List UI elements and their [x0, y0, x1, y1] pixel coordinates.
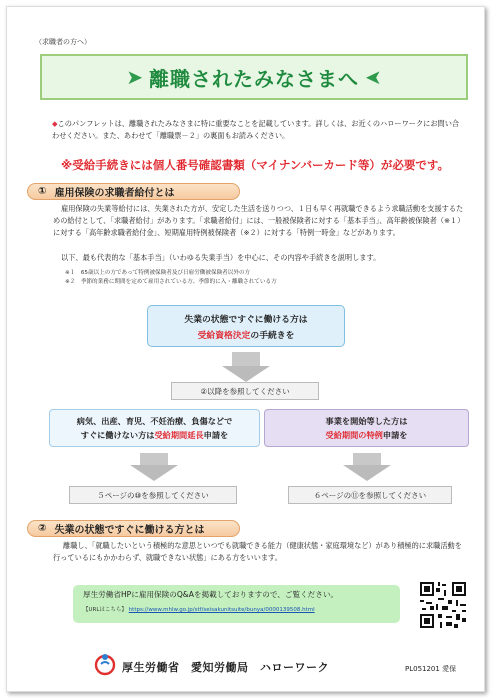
intro-text: このパンフレットは、離職されたみなさまに特に重要なことを記載しています。詳しくは、お近くのハローワークにお問い合わせください。また、あわせて「離職票－２」の裏面もお読みください。 — [52, 119, 460, 140]
flow-arrow-stem-2 — [140, 453, 168, 465]
audience-label: （求職者の方へ） — [35, 38, 91, 46]
flow-arrow-down-1 — [222, 366, 270, 382]
section2-paragraph: 離職し、「就職したいという積極的な意思といつでも就職できる能力（健康状態・家庭環境など）があり積極的に求職活動を行っているにもかかわらず、就職できない状態」にある方をいいます。 — [53, 541, 462, 562]
section2-header — [27, 520, 240, 537]
qa-url-link[interactable]: https://www.mhlw.go.jp/stf/seisakunitsuite/bunya/0000139508.html — [128, 607, 315, 613]
section2-number: ② — [38, 523, 47, 534]
flow-arrow-down-3 — [343, 465, 391, 481]
flow-arrow-stem-3 — [353, 453, 381, 465]
flow-box-started-business-line1: 事業を開始等した方は — [325, 415, 408, 426]
qa-url-label: 【URLはこちら】 — [83, 607, 127, 613]
ref-section2: ②以降を参照してください — [171, 382, 319, 400]
flow-box-can-work-line2: 受給資格決定の手続きを — [197, 330, 295, 341]
footnote-2: ※２ 季節的業務に期間を定めて雇用されている方、季節的に入・離職されている方 — [65, 279, 277, 285]
flow-box-can-work-line1: 失業の状態ですぐに働ける方は — [184, 314, 308, 325]
footnote-1: ※１ 65歳以上の方であって特例被保険者及び日雇労働被保険者以外の方 — [65, 270, 251, 276]
footer-organizations — [122, 659, 329, 675]
page-title: 離職されたみなさまへ — [149, 66, 359, 91]
mhlw-logo — [93, 652, 117, 676]
section1-header — [27, 183, 240, 200]
qr-code-graphic — [418, 580, 468, 630]
qr-code[interactable] — [418, 580, 468, 630]
flow-arrow-stem-1 — [232, 352, 260, 366]
flow-box-can-work — [147, 305, 345, 347]
right-triangle-icon: ➤ — [126, 65, 143, 89]
left-triangle-icon: ➤ — [365, 65, 382, 89]
section1-paragraph1: 雇用保険の失業等給付には、失業された方が、安定した生活を送りつつ、１日も早く再就職できるよう求職活動を支援するための給付として、「求職者給付」があります。「求職者給付」には、一般被保険者に対する「基本手当」、高年齢被保険者（※１）に対する「高年齢求職者給付金」、短期雇用特例被保険者（※２）に対する「特例一時金」などがあります。 — [53, 204, 465, 237]
flow-arrow-down-2 — [130, 465, 178, 481]
qa-url-line — [83, 605, 390, 613]
intro-paragraph — [52, 118, 462, 142]
section1-title: 雇用保険の求職者給付とは — [54, 188, 175, 199]
title-banner — [40, 54, 468, 100]
document-code: PL051201 愛保 — [405, 665, 457, 673]
flow-box-started-business — [264, 409, 469, 447]
ref-page6: ６ページの⑪を参照してください — [288, 486, 452, 504]
footer-org-mhlw: 厚生労働省 — [122, 661, 180, 674]
ref-page5: ５ページの⑩を参照してください — [69, 486, 237, 504]
diamond-bullet-icon: ◆ — [52, 119, 58, 128]
pamphlet-page — [6, 6, 485, 692]
section2-title: 失業の状態ですぐに働ける方とは — [54, 525, 205, 536]
mhlw-logo-icon — [93, 652, 117, 676]
footer-org-aichi: 愛知労働局 — [191, 661, 249, 674]
section1-paragraph2: 以下、最も代表的な「基本手当」（いわゆる失業手当）を中心に、その内容や手続きを説明します。 — [61, 253, 381, 262]
flow-box-cannot-work — [49, 409, 260, 447]
flow-box-cannot-work-line1: 病気、出産、育児、不妊治療、負傷などで — [76, 415, 233, 426]
footer-org-hellowork: ハローワーク — [260, 661, 329, 674]
qa-notice-text: 厚生労働省HPに雇用保険のQ&Aを掲載しておりますので、ご覧ください。 — [83, 590, 339, 599]
section1-number: ① — [38, 186, 47, 197]
flow-box-cannot-work-line2: すぐに働けない方は受給期間延長申請を — [80, 429, 229, 440]
qa-notice-box — [73, 585, 400, 623]
mynumber-warning: ※受給手続きには個人番号確認書類（マイナンバーカード等）が必要です。 — [61, 158, 449, 172]
flow-box-started-business-line2: 受給期間の特例申請を — [325, 429, 408, 440]
